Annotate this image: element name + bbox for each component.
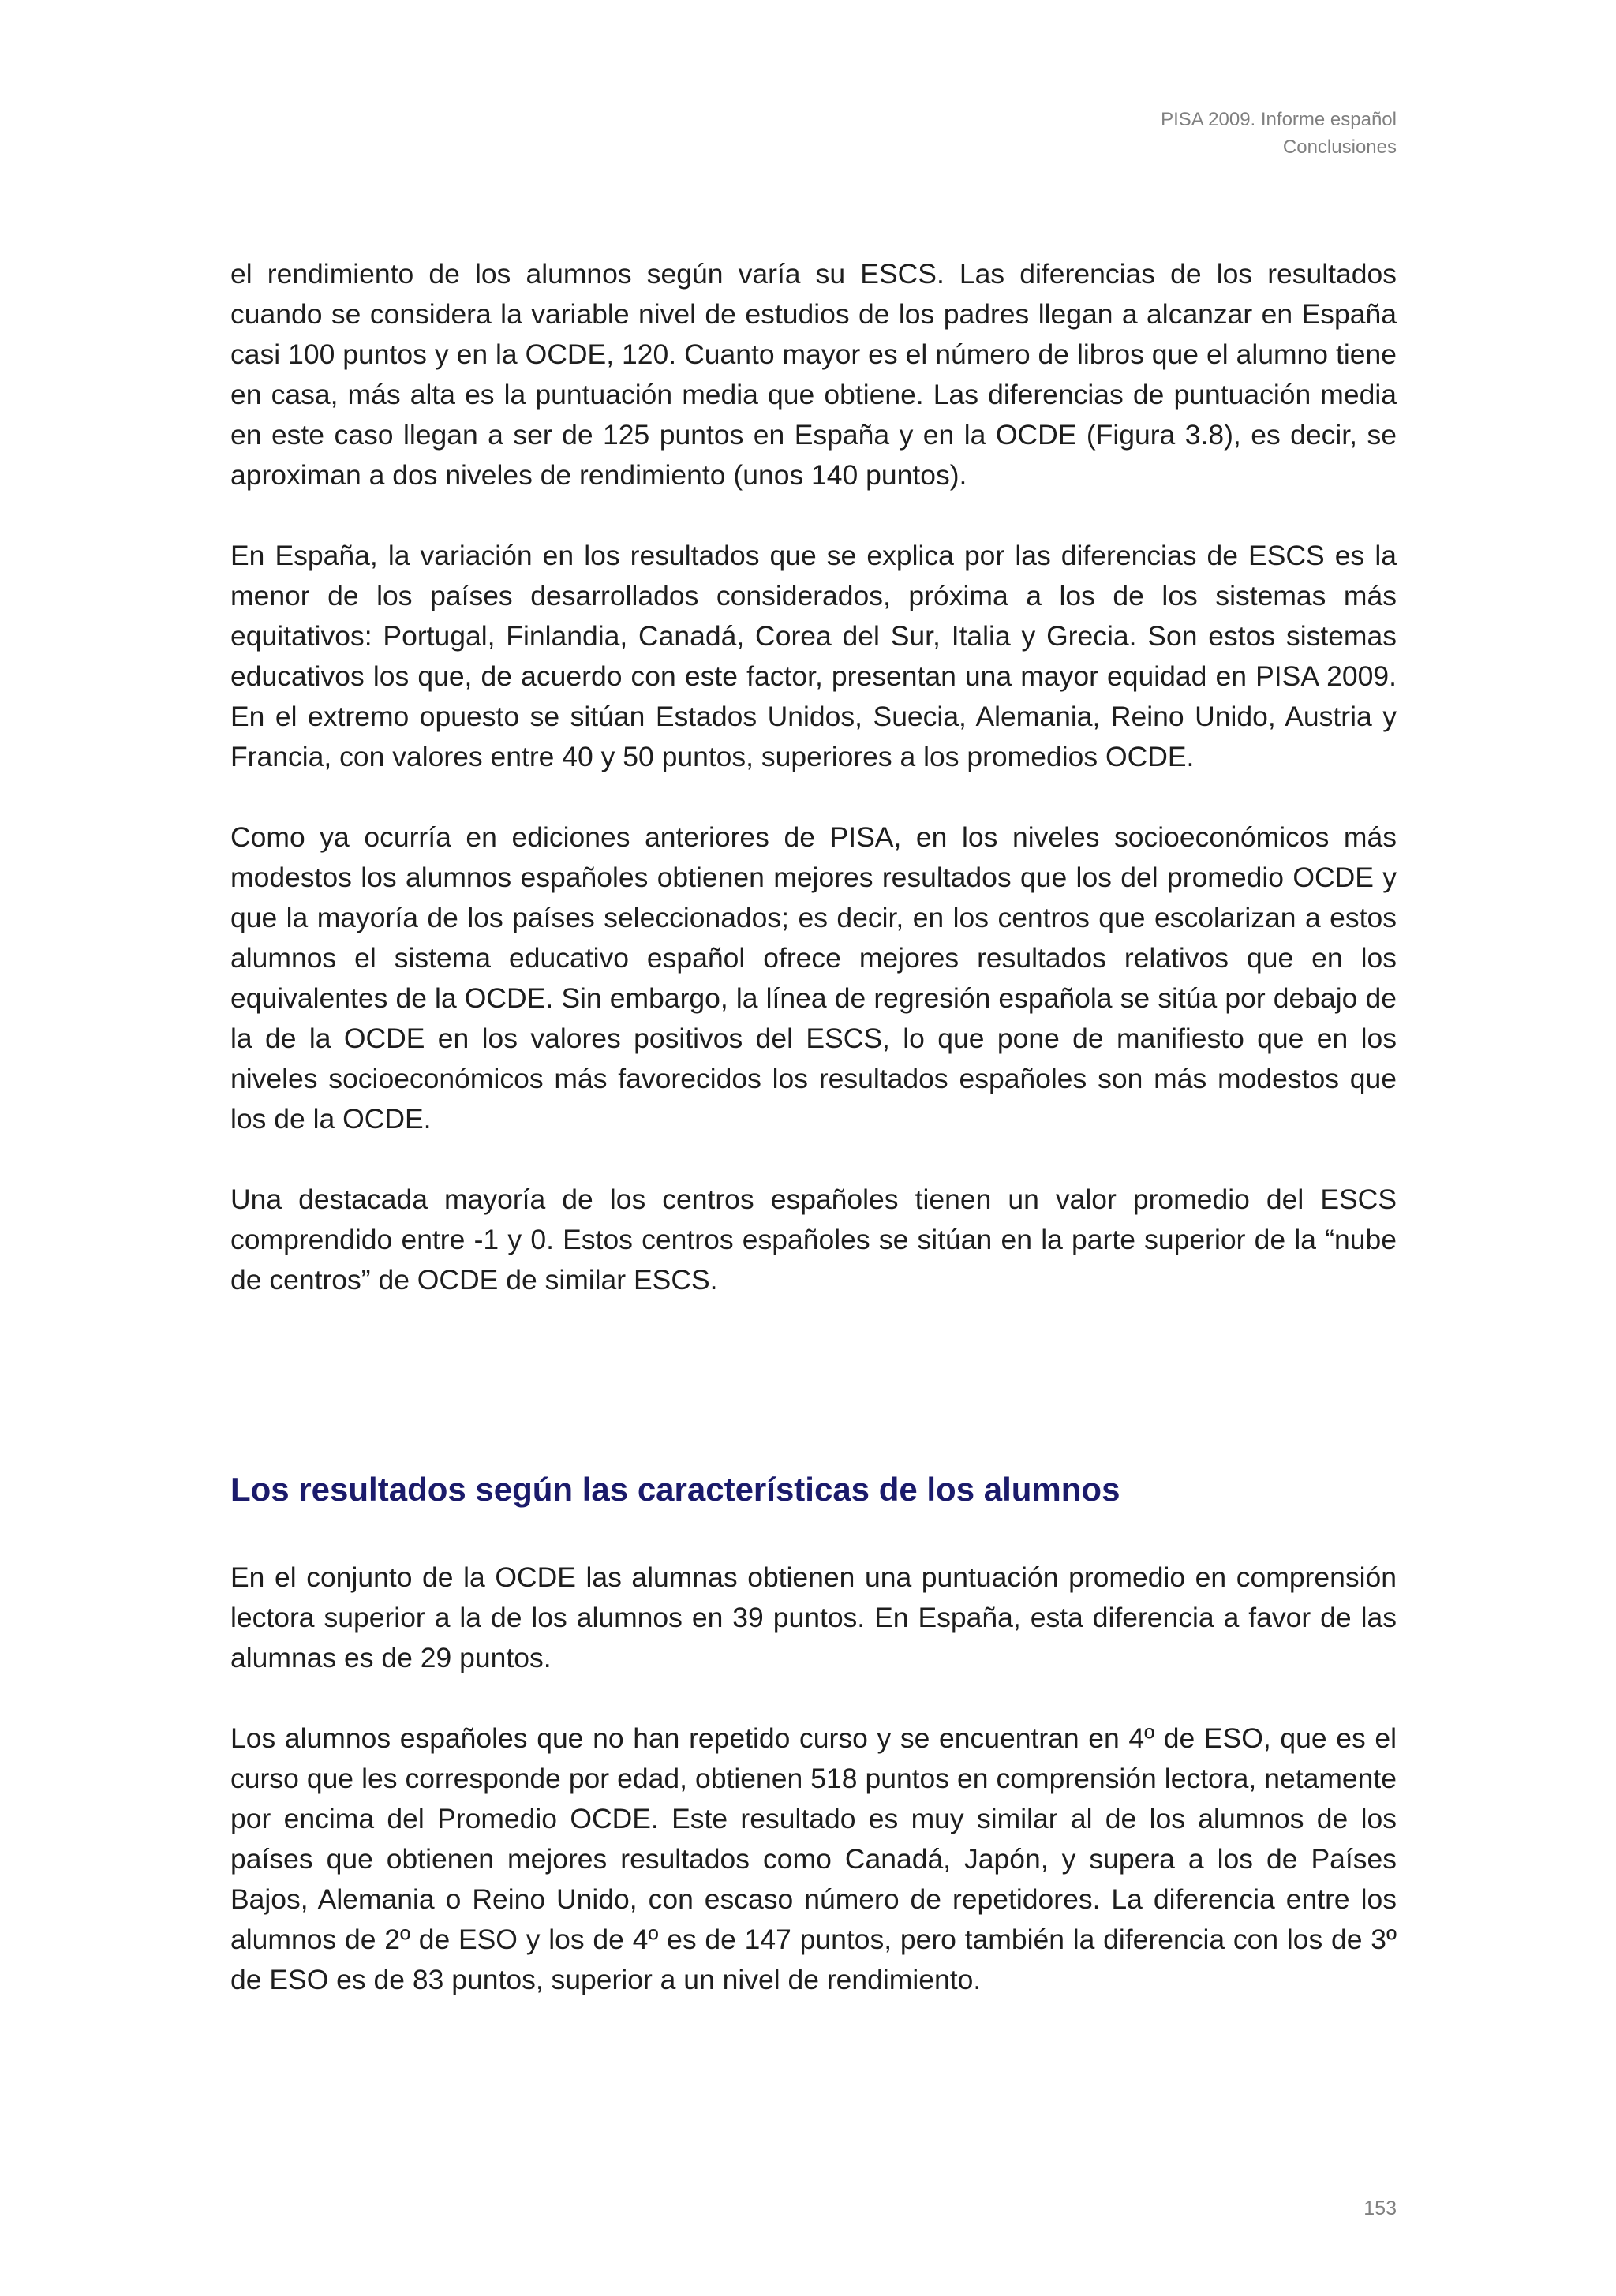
header-report-title: PISA 2009. Informe español bbox=[1161, 109, 1397, 130]
paragraph: En el conjunto de la OCDE las alumnas obtienen una puntuación promedio en comprensión lectora superior a la de los alumnos en 39 puntos. En España, esta diferencia a favor de las alumnas es de 29 puntos. bbox=[230, 1561, 1397, 1673]
page-number: 153 bbox=[1364, 2197, 1397, 2219]
header-chapter-title: Conclusiones bbox=[1282, 136, 1397, 158]
paragraph: el rendimiento de los alumnos según varía su ESCS. Las diferencias de los resultados cuando se considera la variable nivel de estudios de los padres llegan a alcanzar en España casi 100 puntos y en la OCDE, 120. Cuanto mayor es el número de libros que el alumno tiene en casa, más alta es la puntuación media que obtiene. Las diferencias de puntuación media en este caso llegan a ser de 125 puntos en España y en la OCDE (Figura 3.8), es decir, se aproximan a dos niveles de rendimiento (unos 140 puntos). bbox=[230, 258, 1397, 491]
section-body-text bbox=[230, 1557, 1397, 2000]
paragraph: Una destacada mayoría de los centros españoles tienen un valor promedio del ESCS comprendido entre -1 y 0. Estos centros españoles se sitúan en la parte superior de la “nube de centros” de OCDE de similar ESCS. bbox=[230, 1184, 1397, 1296]
paragraph: Como ya ocurría en ediciones anteriores de PISA, en los niveles socioeconómicos más modestos los alumnos españoles obtienen mejores resultados que los del promedio OCDE y que la mayoría de los países seleccionados; es decir, en los centros que escolarizan a estos alumnos el sistema educativo español ofrece mejores resultados relativos que en los equivalentes de la OCDE. Sin embargo, la línea de regresión española se sitúa por debajo de la de la OCDE en los valores positivos del ESCS, lo que pone de manifiesto que en los niveles socioeconómicos más favorecidos los resultados españoles son más modestos que los de la OCDE. bbox=[230, 821, 1397, 1135]
body-text-top bbox=[230, 254, 1397, 1300]
running-header bbox=[923, 106, 1397, 161]
paragraph: Los alumnos españoles que no han repetido curso y se encuentran en 4º de ESO, que es el curso que les corresponde por edad, obtienen 518 puntos en comprensión lectora, netamente por encima del Promedio OCDE. Este resultado es muy similar al de los alumnos de los países que obtienen mejores resultados como Canadá, Japón, y supera a los de Países Bajos, Alemania o Reino Unido, con escaso número de repetidores. La diferencia entre los alumnos de 2º de ESO y los de 4º es de 147 puntos, pero también la diferencia con los de 3º de ESO es de 83 puntos, superior a un nivel de rendimiento. bbox=[230, 1722, 1397, 1995]
section-heading: Los resultados según las características de los alumnos bbox=[230, 1471, 1120, 1508]
paragraph: En España, la variación en los resultados que se explica por las diferencias de ESCS es la menor de los países desarrollados considerados, próxima a los de los sistemas más equitativos: Portugal, Finlandia, Canadá, Corea del Sur, Italia y Grecia. Son estos sistemas educativos los que, de acuerdo con este factor, presentan una mayor equidad en PISA 2009. En el extremo opuesto se sitúan Estados Unidos, Suecia, Alemania, Reino Unido, Austria y Francia, con valores entre 40 y 50 puntos, superiores a los promedios OCDE. bbox=[230, 540, 1397, 772]
